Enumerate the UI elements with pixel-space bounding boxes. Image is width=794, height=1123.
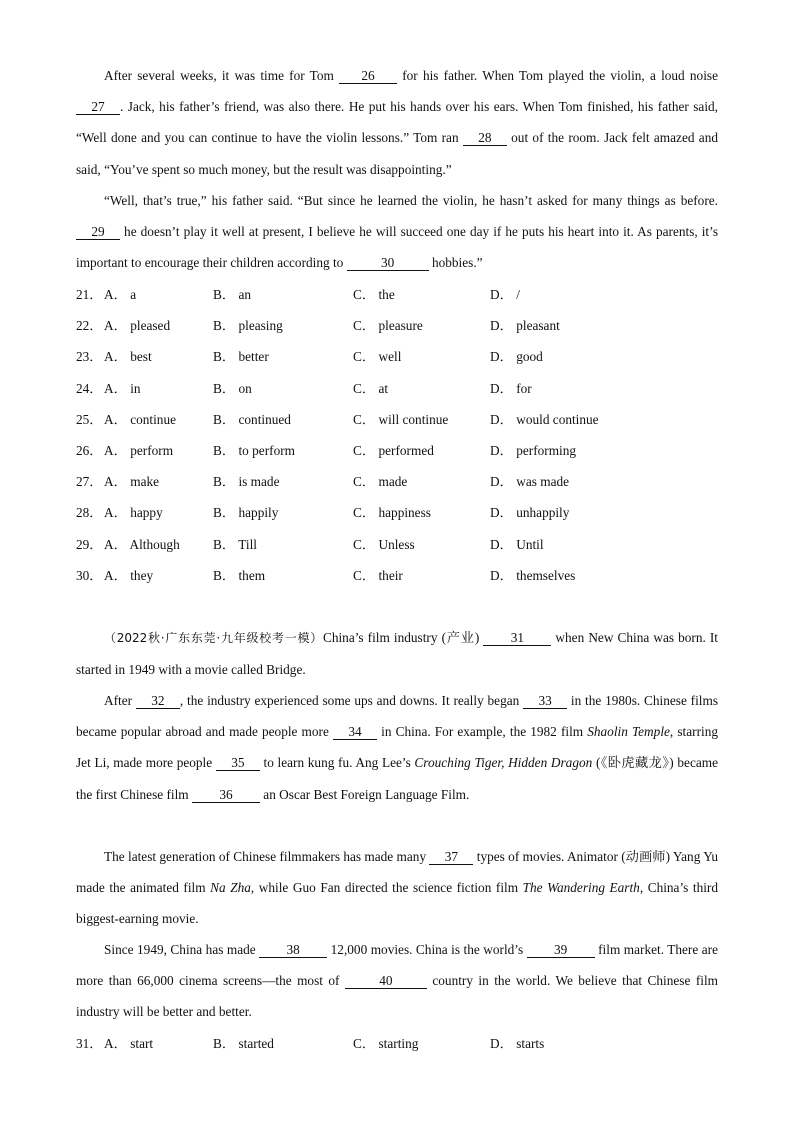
option-c[interactable]: C． the bbox=[353, 287, 395, 302]
question-number: 23． bbox=[76, 349, 103, 365]
text: Since 1949, China has made bbox=[104, 942, 260, 957]
option-d[interactable]: D． would continue bbox=[490, 411, 599, 427]
options-list-1 bbox=[76, 279, 736, 591]
text: , while Guo Fan directed the science fiction film bbox=[250, 880, 523, 896]
text: out of the room. Jack felt amazed and said, “You’ve spent so much money, but the result was disappointing.” bbox=[76, 130, 718, 177]
film-title: Na Zha bbox=[210, 880, 251, 896]
option-d[interactable]: D． themselves bbox=[490, 567, 576, 583]
passage2-paragraph1 bbox=[76, 622, 718, 685]
text: The latest generation of Chinese filmmakers has made many bbox=[104, 849, 430, 864]
blank-34: 34 bbox=[333, 724, 377, 740]
question-row-24 bbox=[76, 373, 736, 404]
text: types of movies. Animator (动画师) Yang Yu made the animated film bbox=[76, 849, 718, 896]
text: After several weeks, it was time for Tom bbox=[104, 68, 340, 83]
passage2-paragraph4 bbox=[76, 934, 718, 1028]
question-number: 29． bbox=[76, 536, 103, 552]
option-d[interactable]: D． unhappily bbox=[490, 505, 570, 521]
question-number: 21． bbox=[76, 287, 103, 302]
film-title: The Wandering Earth bbox=[522, 880, 640, 896]
option-c[interactable]: C． will continue bbox=[353, 411, 449, 427]
passage2-paragraph3 bbox=[76, 841, 718, 935]
option-a[interactable]: A． best bbox=[104, 349, 152, 365]
blank-29: 29 bbox=[76, 224, 120, 240]
question-number: 28． bbox=[76, 505, 103, 521]
blank-27: 27 bbox=[76, 99, 120, 115]
blank-30: 30 bbox=[347, 255, 429, 271]
passage1-paragraph2 bbox=[76, 185, 718, 279]
text: (《卧虎藏龙》) became the first Chinese film bbox=[76, 755, 718, 802]
option-b[interactable]: B． started bbox=[213, 1036, 274, 1051]
option-b[interactable]: B． happily bbox=[213, 505, 279, 521]
option-d[interactable]: D． performing bbox=[490, 442, 577, 458]
question-number: 30． bbox=[76, 567, 103, 583]
blank-28: 28 bbox=[463, 130, 507, 146]
option-d[interactable]: D． was made bbox=[490, 474, 570, 490]
text: China’s film industry (产业) bbox=[322, 630, 484, 645]
text: film market. There are more than 66,000 cinema screens—the most of bbox=[76, 942, 718, 989]
text: , China’s third biggest-earning movie. bbox=[76, 880, 718, 927]
option-a[interactable]: A． continue bbox=[104, 411, 177, 427]
option-a[interactable]: A． start bbox=[104, 1036, 154, 1051]
option-c[interactable]: C． pleasure bbox=[353, 318, 423, 334]
option-b[interactable]: B． to perform bbox=[213, 442, 295, 458]
option-b[interactable]: B． pleasing bbox=[213, 318, 283, 334]
question-row-28 bbox=[76, 497, 736, 528]
text: to learn kung fu. Ang Lee’s bbox=[259, 755, 415, 771]
text: in the 1980s. Chinese films became popular abroad and made people more bbox=[76, 693, 718, 740]
option-b[interactable]: B． continued bbox=[213, 411, 291, 427]
text: . Jack, his father’s friend, was also there. He put his hands over his ears. When Tom finished, his father said, “Well done and you can continue to have the violin lessons.” Tom ran bbox=[76, 99, 718, 146]
text: 12,000 movies. China is the world’s bbox=[327, 942, 527, 957]
option-b[interactable]: B． better bbox=[213, 349, 269, 365]
option-b[interactable]: B． on bbox=[213, 380, 252, 396]
blank-26: 26 bbox=[339, 68, 397, 84]
text: in China. For example, the 1982 film bbox=[377, 724, 588, 740]
question-row-25 bbox=[76, 404, 736, 435]
blank-38: 38 bbox=[259, 942, 327, 958]
option-c[interactable]: C． happiness bbox=[353, 505, 431, 521]
question-number: 27． bbox=[76, 474, 103, 490]
option-b[interactable]: B． Till bbox=[213, 536, 257, 552]
question-row-31 bbox=[76, 1028, 736, 1059]
option-a[interactable]: A． in bbox=[104, 380, 141, 396]
text: for his father. When Tom played the violin, a loud noise bbox=[397, 68, 718, 83]
passage2-paragraph2 bbox=[76, 685, 718, 810]
option-a[interactable]: A． they bbox=[104, 567, 154, 583]
option-a[interactable]: A． a bbox=[104, 287, 137, 302]
film-title: Crouching Tiger, Hidden Dragon bbox=[414, 755, 593, 771]
text: After bbox=[104, 693, 136, 708]
option-d[interactable]: D． pleasant bbox=[490, 318, 560, 334]
blank-40: 40 bbox=[345, 973, 427, 989]
question-number: 24． bbox=[76, 380, 103, 396]
option-a[interactable]: A． happy bbox=[104, 505, 163, 521]
text: he doesn’t play it well at present, I believe he will succeed one day if he puts his heart into it. As parents, it’s important to encourage their children according to bbox=[76, 224, 718, 271]
option-d[interactable]: D． for bbox=[490, 380, 532, 396]
option-a[interactable]: A． Although bbox=[104, 536, 180, 552]
option-b[interactable]: B． them bbox=[213, 567, 266, 583]
text: hobbies.” bbox=[428, 255, 483, 271]
question-row-22 bbox=[76, 310, 736, 341]
question-number: 22． bbox=[76, 318, 103, 334]
source-note: （2022秋·广东东莞·九年级校考一模） bbox=[104, 631, 323, 645]
option-a[interactable]: A． perform bbox=[104, 442, 174, 458]
option-b[interactable]: B． is made bbox=[213, 474, 280, 490]
blank-32: 32 bbox=[136, 693, 180, 709]
text: , the industry experienced some ups and downs. It really began bbox=[179, 693, 524, 708]
option-d[interactable]: D． / bbox=[490, 287, 520, 302]
blank-36: 36 bbox=[192, 787, 260, 803]
options-list-2 bbox=[76, 1028, 736, 1059]
film-title: Shaolin Temple bbox=[587, 724, 670, 740]
option-b[interactable]: B． an bbox=[213, 287, 252, 302]
blank-39: 39 bbox=[527, 942, 595, 958]
question-number: 26． bbox=[76, 442, 103, 458]
option-a[interactable]: A． make bbox=[104, 474, 160, 490]
text: an Oscar Best Foreign Language Film. bbox=[259, 786, 470, 802]
option-c[interactable]: C． starting bbox=[353, 1036, 419, 1051]
option-c[interactable]: C． at bbox=[353, 380, 389, 396]
option-c[interactable]: C． performed bbox=[353, 442, 434, 458]
option-c[interactable]: C． Unless bbox=[353, 536, 415, 552]
text: “Well, that’s true,” his father said. “But since he learned the violin, he hasn’t asked for many things as before. bbox=[104, 193, 718, 208]
question-row-21 bbox=[76, 279, 736, 310]
option-c[interactable]: C． well bbox=[353, 349, 402, 365]
option-d[interactable]: D． Until bbox=[490, 536, 544, 552]
option-c[interactable]: C． made bbox=[353, 474, 408, 490]
option-d[interactable]: D． good bbox=[490, 349, 543, 365]
blank-35: 35 bbox=[216, 755, 260, 771]
blank-37: 37 bbox=[429, 849, 473, 865]
blank-33: 33 bbox=[523, 693, 567, 709]
option-d[interactable]: D． starts bbox=[490, 1036, 545, 1051]
text: , starring Jet Li, made more people bbox=[76, 724, 718, 771]
question-number: 31． bbox=[76, 1036, 103, 1051]
question-row-23 bbox=[76, 341, 736, 372]
question-row-26 bbox=[76, 435, 736, 466]
question-row-30 bbox=[76, 560, 736, 591]
question-number: 25． bbox=[76, 411, 103, 427]
text: country in the world. We believe that Chinese film industry will be better and better. bbox=[76, 973, 718, 1020]
question-row-27 bbox=[76, 466, 736, 497]
blank-31: 31 bbox=[483, 630, 551, 646]
question-row-29 bbox=[76, 529, 736, 560]
text: when New China was born. It started in 1949 with a movie called Bridge. bbox=[76, 630, 718, 678]
option-a[interactable]: A． pleased bbox=[104, 318, 171, 334]
passage1-paragraph1 bbox=[76, 60, 718, 185]
option-c[interactable]: C． their bbox=[353, 567, 403, 583]
